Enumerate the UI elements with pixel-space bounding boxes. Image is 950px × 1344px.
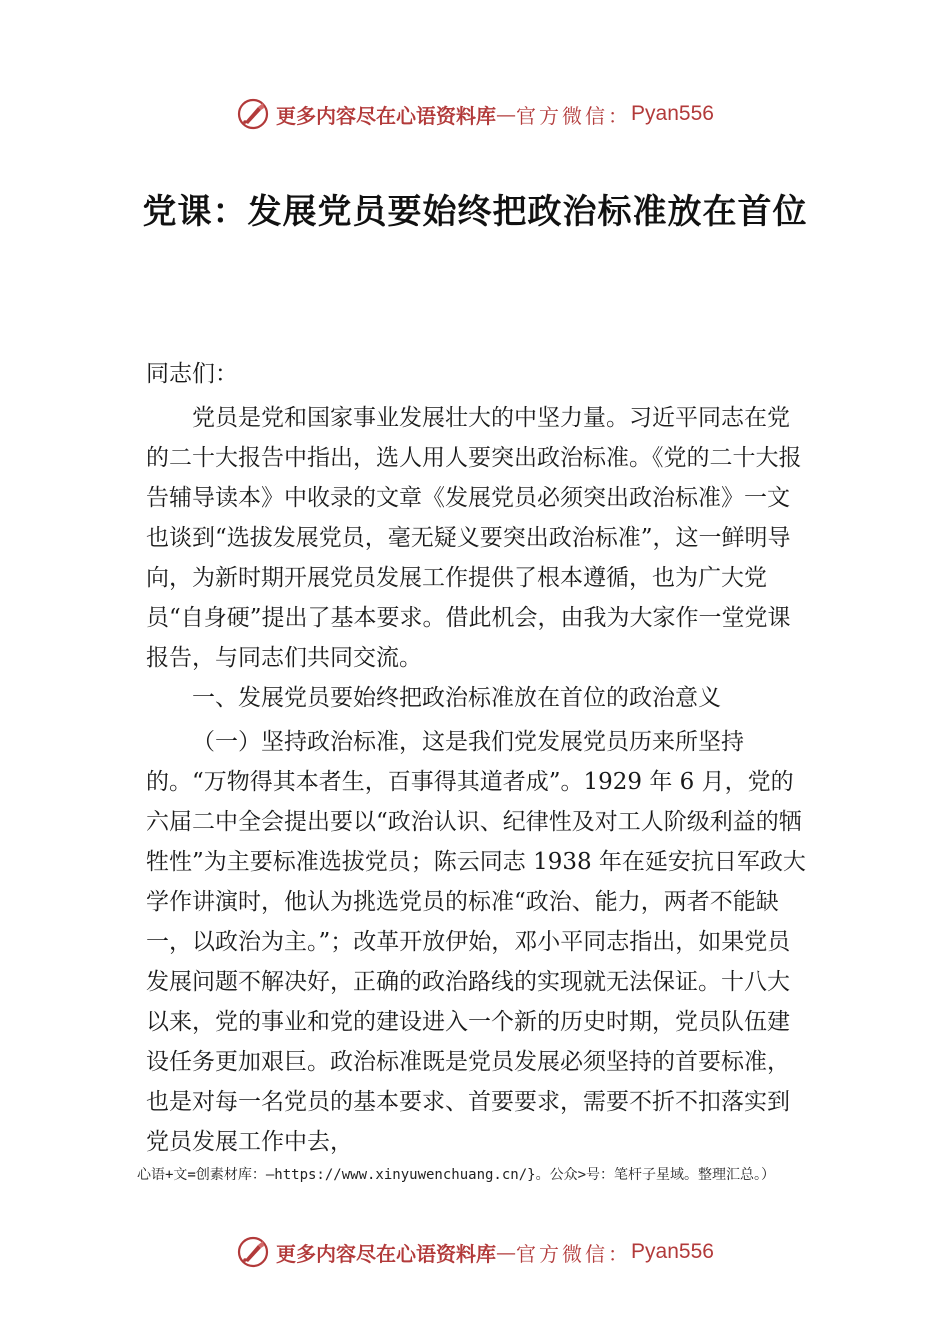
section-heading: 一、发展党员要始终把政治标准放在首位的政治意义 [192, 685, 721, 711]
footer-separator: — [496, 1240, 517, 1264]
document-body [146, 354, 810, 1162]
footer-wechat-id: Pyan556 [631, 1240, 714, 1263]
banner-separator: — [496, 102, 517, 126]
banner-brand-text: 更多内容尽在心语资料库 [276, 103, 497, 128]
banner-wechat-label: 官方微信： [516, 103, 632, 128]
header-banner [0, 94, 950, 134]
subsection-paragraph: （一）坚持政治标准，这是我们党发展党员历来所坚持的。“万物得其本者生，百事得其道者成”。1929 年 6 月，党的六届二中全会提出要以“政治认识、纪律性及对工人阶级利益的牺牲性”为主要标准选拔党员；陈云同志 1938 年在延安抗日军政大学作讲演时，他认为挑选党员的标准“政治、能力，两者不能缺一，以政治为主。”；改革开放伊始，邓小平同志指出，如果党员发展问题不解决好，正确的政治路线的实现就无法保证。十八大以来，党的事业和党的建设进入一个新的历史时期，党员队伍建设任务更加艰巨。政治标准既是党员发展必须坚持的首要标准，也是对每一名党员的基本要求、首要要求，需要不折不扣落实到党员发展工作中去， [146, 729, 806, 1155]
quill-pen-logo-icon [236, 1235, 270, 1269]
intro-paragraph: 党员是党和国家事业发展壮大的中坚力量。习近平同志在党的二十大报告中指出，选人用人要突出政治标准。《党的二十大报告辅导读本》中收录的文章《发展党员必须突出政治标准》一文也谈到“选拔发展党员，毫无疑义要突出政治标准”，这一鲜明导向，为新时期开展党员发展工作提供了根本遵循，也为广大党员“自身硬”提出了基本要求。借此机会，由我为大家作一堂党课报告，与同志们共同交流。 [146, 405, 802, 671]
footer-banner [0, 1232, 950, 1272]
greeting: 同志们： [146, 361, 238, 387]
page-title: 党课：发展党员要始终把政治标准放在首位 [142, 192, 808, 232]
footer-wechat-label: 官方微信： [516, 1241, 632, 1266]
quill-pen-logo-icon [236, 97, 270, 131]
footnote: 心语+文=创素材库：—https://www.xinyuwenchuang.cn/}。公众>号：笔杆子星域。整理汇总。） [137, 1167, 776, 1183]
banner-wechat-id: Pyan556 [631, 102, 714, 125]
footer-brand-text: 更多内容尽在心语资料库 [276, 1241, 497, 1266]
